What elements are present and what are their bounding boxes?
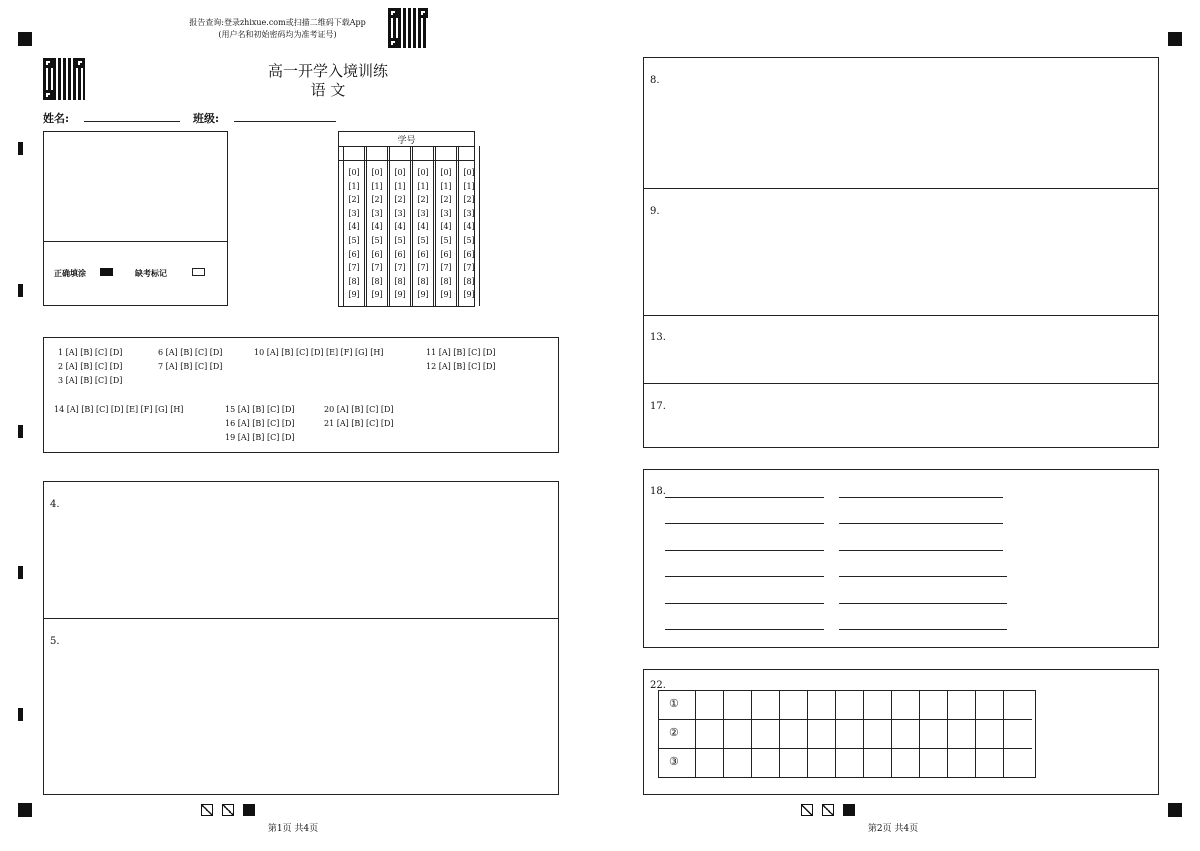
answer-area-4[interactable] [44, 482, 558, 617]
character-cell[interactable] [808, 720, 836, 749]
character-cell[interactable] [892, 749, 920, 778]
page-mark-icon [843, 804, 855, 816]
character-cell[interactable] [1004, 691, 1032, 720]
student-id-digit-bubble[interactable]: [7] [348, 263, 360, 273]
answer-row-19[interactable]: 19 [A] [B] [C] [D] [225, 433, 295, 442]
answer-row-20[interactable]: 20 [A] [B] [C] [D] [324, 405, 394, 414]
student-id-digit-bubble[interactable]: [2] [371, 195, 383, 205]
name-field[interactable] [84, 121, 180, 122]
student-id-digit-bubble[interactable]: [9] [463, 290, 475, 300]
character-cell[interactable] [836, 749, 864, 778]
answer-line-18[interactable] [665, 497, 824, 498]
student-id-digit-bubble[interactable]: [8] [348, 276, 360, 286]
question-9-number: 9. [650, 206, 660, 217]
character-cell[interactable] [808, 749, 836, 778]
student-id-digit-bubble[interactable]: [0] [371, 168, 383, 177]
answer-area-5[interactable] [44, 619, 558, 793]
student-id-digit-bubble[interactable]: [4] [371, 222, 383, 232]
student-id-digit-bubble[interactable]: [1] [417, 181, 429, 191]
grid-row-label: ① [669, 697, 679, 710]
character-cell[interactable] [780, 749, 808, 778]
answer-row-10[interactable]: 10 [A] [B] [C] [D] [E] [F] [G] [H] [254, 348, 384, 357]
character-cell[interactable] [780, 691, 808, 720]
answer-row-7[interactable]: 7 [A] [B] [C] [D] [158, 362, 223, 371]
student-id-digit-bubble[interactable]: [4] [394, 222, 406, 232]
student-id-digit-bubble[interactable]: [0] [394, 168, 406, 177]
student-id-digit-bubble[interactable]: [9] [440, 290, 452, 300]
answer-line-18[interactable] [839, 603, 1007, 604]
student-id-digit-bubble[interactable]: [3] [394, 208, 406, 218]
answer-row-2[interactable]: 2 [A] [B] [C] [D] [58, 362, 123, 371]
character-cell[interactable] [752, 749, 780, 778]
student-id-digit-bubble[interactable]: [7] [394, 263, 406, 273]
character-cell[interactable] [864, 749, 892, 778]
student-id-digit-bubble[interactable]: [9] [394, 290, 406, 300]
answer-area-13[interactable] [644, 316, 1158, 382]
name-label: 姓名: [43, 112, 70, 125]
student-id-digit-bubble[interactable]: [2] [394, 195, 406, 205]
timing-mark [18, 142, 23, 155]
character-cell[interactable] [836, 691, 864, 720]
character-cell[interactable] [920, 691, 948, 720]
answer-row-21[interactable]: 21 [A] [B] [C] [D] [324, 419, 394, 428]
student-id-digit-bubble[interactable]: [0] [463, 168, 475, 177]
character-cell[interactable] [780, 720, 808, 749]
page-number-2: 第2页 共4页 [867, 824, 919, 834]
qr-code-icon[interactable] [388, 8, 428, 48]
character-grid-22 [658, 690, 1036, 778]
student-id-digit-bubble[interactable]: [0] [440, 168, 452, 177]
corner-mark-bottom-right [1168, 803, 1182, 817]
answer-area-9[interactable] [644, 189, 1158, 314]
student-id-digit-bubble[interactable]: [2] [440, 195, 452, 205]
student-id-digit-bubble[interactable]: [8] [394, 276, 406, 286]
student-id-digit-bubble[interactable]: [2] [463, 195, 475, 205]
answer-row-6[interactable]: 6 [A] [B] [C] [D] [158, 348, 223, 357]
student-id-digit-bubble[interactable]: [7] [371, 263, 383, 273]
corner-mark-top-left [18, 32, 32, 46]
student-id-digit-bubble[interactable]: [4] [463, 222, 475, 232]
character-cell[interactable] [976, 749, 1004, 778]
fill-correct-label: 正确填涂 [54, 268, 86, 278]
character-cell[interactable] [752, 720, 780, 749]
character-cell[interactable] [920, 749, 948, 778]
student-id-digit-bubble[interactable]: [3] [417, 208, 429, 218]
answer-row-12[interactable]: 12 [A] [B] [C] [D] [426, 362, 496, 371]
character-cell[interactable] [696, 691, 724, 720]
objective-answer-box [43, 337, 559, 453]
question-13-number: 13. [650, 332, 666, 343]
answer-area-8[interactable] [644, 58, 1158, 187]
student-id-digit-bubble[interactable]: [6] [394, 249, 406, 259]
student-id-digit-bubble[interactable]: [8] [417, 276, 429, 286]
qr-code-icon [43, 58, 85, 100]
student-id-digit-bubble[interactable]: [7] [440, 263, 452, 273]
student-id-label: 学号 [397, 136, 416, 146]
student-id-digit-bubble[interactable]: [1] [371, 181, 383, 191]
character-cell[interactable] [808, 691, 836, 720]
answer-row-15[interactable]: 15 [A] [B] [C] [D] [225, 405, 295, 414]
student-id-digit-bubble[interactable]: [3] [440, 208, 452, 218]
grid-row-label: ② [669, 726, 679, 739]
character-cell[interactable] [724, 691, 752, 720]
student-id-digit-bubble[interactable]: [3] [463, 208, 475, 218]
student-id-digit-bubble[interactable]: [9] [348, 290, 360, 300]
question-17-number: 17. [650, 401, 666, 412]
timing-mark [18, 284, 23, 297]
answer-line-18[interactable] [839, 497, 1003, 498]
answer-row-1[interactable]: 1 [A] [B] [C] [D] [58, 348, 123, 357]
student-id-digit-bubble[interactable]: [7] [463, 263, 475, 273]
exam-title: 高一开学入境训练 [267, 62, 388, 80]
page-mark-icon [822, 804, 834, 816]
answer-line-18[interactable] [665, 603, 824, 604]
timing-mark [18, 566, 23, 579]
timing-mark [18, 425, 23, 438]
page-mark-icon [801, 804, 813, 816]
character-cell[interactable] [836, 720, 864, 749]
student-id-digit-bubble[interactable]: [0] [348, 168, 360, 177]
answer-line-18[interactable] [665, 523, 824, 524]
character-cell[interactable] [976, 720, 1004, 749]
character-cell[interactable] [892, 691, 920, 720]
absent-mark-checkbox[interactable] [192, 268, 205, 276]
student-id-digit-bubble[interactable]: [5] [371, 236, 383, 245]
student-id-digit-bubble[interactable]: [5] [348, 236, 360, 245]
student-id-digit-bubble[interactable]: [3] [348, 208, 360, 218]
student-id-digit-bubble[interactable]: [6] [440, 249, 452, 259]
student-id-digit-bubble[interactable]: [4] [417, 222, 429, 232]
class-label: 班级: [193, 112, 220, 125]
student-id-digit-bubble[interactable]: [8] [440, 276, 452, 286]
answer-line-18[interactable] [665, 629, 824, 630]
student-id-digit-bubble[interactable]: [6] [348, 249, 360, 259]
answer-line-18[interactable] [665, 550, 824, 551]
divider [44, 241, 227, 242]
student-id-digit-bubble[interactable]: [5] [417, 236, 429, 245]
student-id-digit-bubble[interactable]: [7] [417, 263, 429, 273]
report-notice-line1: 报告查询:登录zhixue.com或扫描二维码下载App [189, 18, 366, 27]
character-cell[interactable] [948, 720, 976, 749]
student-id-digit-bubble[interactable]: [3] [371, 208, 383, 218]
answer-line-18[interactable] [665, 576, 824, 577]
character-cell[interactable] [724, 749, 752, 778]
student-id-digit-bubble[interactable]: [8] [371, 276, 383, 286]
student-id-box [338, 131, 475, 307]
character-cell[interactable] [864, 720, 892, 749]
character-cell[interactable] [920, 720, 948, 749]
page-mark-icon [222, 804, 234, 816]
student-id-digit-bubble[interactable]: [5] [394, 236, 406, 245]
answer-row-3[interactable]: 3 [A] [B] [C] [D] [58, 376, 123, 385]
page-mark-icon [243, 804, 255, 816]
student-id-digit-bubble[interactable]: [4] [440, 222, 452, 232]
answer-line-18[interactable] [839, 550, 1003, 551]
page-number-1: 第1页 共4页 [267, 824, 319, 834]
student-id-digit-bubble[interactable]: [2] [417, 195, 429, 205]
answer-box-18 [643, 469, 1159, 648]
report-notice-line2: (用户名和初始密码均为准考证号) [218, 30, 337, 39]
character-cell[interactable] [892, 720, 920, 749]
student-id-digit-bubble[interactable]: [6] [463, 249, 475, 259]
student-id-digit-bubble[interactable]: [1] [394, 181, 406, 191]
question-4-number: 4. [50, 499, 60, 510]
absent-label: 缺考标记 [135, 268, 167, 278]
character-cell[interactable] [752, 691, 780, 720]
character-cell[interactable] [724, 720, 752, 749]
question-8-number: 8. [650, 75, 660, 86]
grid-row-label: ③ [669, 755, 679, 768]
answer-row-14[interactable]: 14 [A] [B] [C] [D] [E] [F] [G] [H] [54, 405, 184, 414]
student-id-digit-bubble[interactable]: [5] [463, 236, 475, 245]
student-id-digit-bubble[interactable]: [9] [417, 290, 429, 300]
question-22-number: 22. [650, 680, 666, 691]
character-cell[interactable] [948, 749, 976, 778]
corner-mark-bottom-left [18, 803, 32, 817]
student-id-digit-bubble[interactable]: [9] [371, 290, 383, 300]
class-field[interactable] [234, 121, 336, 122]
answer-area-17[interactable] [644, 384, 1158, 447]
student-id-digit-bubble[interactable]: [6] [371, 249, 383, 259]
fill-correct-sample-icon [100, 268, 113, 276]
answer-row-11[interactable]: 11 [A] [B] [C] [D] [426, 348, 496, 357]
answer-line-18[interactable] [839, 576, 1007, 577]
student-id-digit-bubble[interactable]: [1] [440, 181, 452, 191]
character-cell[interactable] [948, 691, 976, 720]
character-cell[interactable] [864, 691, 892, 720]
student-id-digit-bubble[interactable]: [2] [348, 195, 360, 205]
corner-mark-top-right [1168, 32, 1182, 46]
barcode-area [43, 131, 228, 306]
character-cell[interactable] [976, 691, 1004, 720]
student-id-digit-bubble[interactable]: [1] [463, 181, 475, 191]
student-id-digit-bubble[interactable]: [8] [463, 276, 475, 286]
character-cell[interactable] [696, 720, 724, 749]
character-cell[interactable] [696, 749, 724, 778]
answer-line-18[interactable] [839, 523, 1003, 524]
student-id-digit-bubble[interactable]: [6] [417, 249, 429, 259]
student-id-digit-bubble[interactable]: [4] [348, 222, 360, 232]
question-5-number: 5. [50, 636, 60, 647]
answer-line-18[interactable] [839, 629, 1007, 630]
character-cell[interactable] [1004, 749, 1032, 778]
student-id-digit-bubble[interactable]: [0] [417, 168, 429, 177]
student-id-digit-bubble[interactable]: [1] [348, 181, 360, 191]
student-id-digit-bubble[interactable]: [5] [440, 236, 452, 245]
character-cell[interactable] [1004, 720, 1032, 749]
answer-row-16[interactable]: 16 [A] [B] [C] [D] [225, 419, 295, 428]
subject-title: 语 文 [310, 81, 346, 99]
timing-mark [18, 708, 23, 721]
question-18-number: 18. [650, 486, 666, 497]
page-mark-icon [201, 804, 213, 816]
